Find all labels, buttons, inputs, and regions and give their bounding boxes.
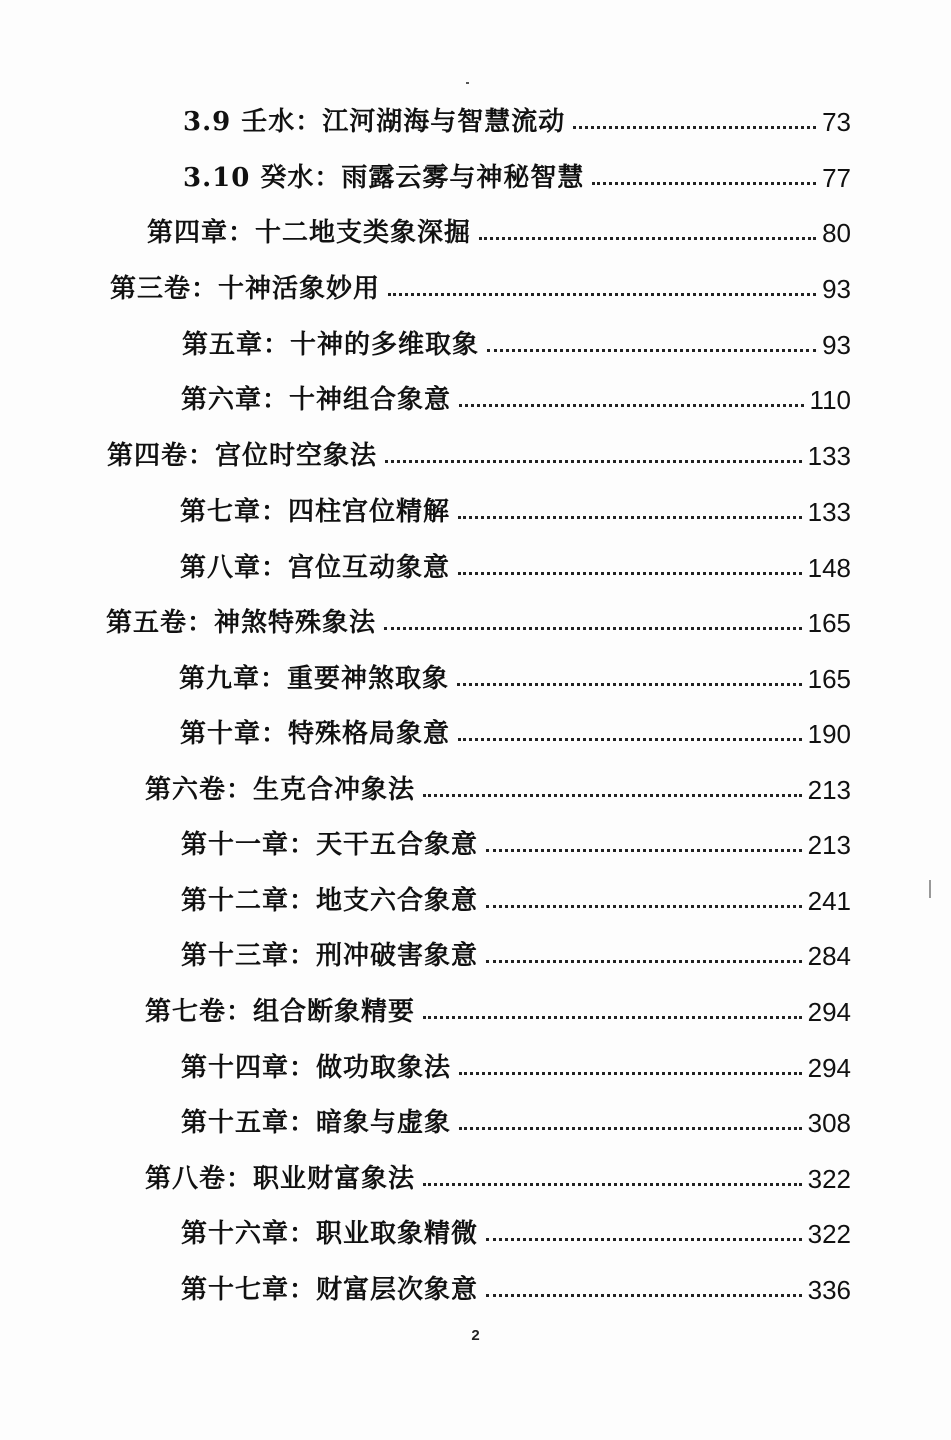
toc-entry[interactable] <box>182 321 851 361</box>
toc-entry-page: 110 <box>809 385 851 415</box>
toc-entry-page: 133 <box>807 497 851 527</box>
toc-entry[interactable] <box>145 988 851 1028</box>
toc-entry-title: 第七章：四柱宫位精解 <box>180 497 451 527</box>
toc-entry-title: 第十六章：职业取象精微 <box>181 1219 479 1249</box>
toc-entry[interactable] <box>183 154 851 194</box>
toc-entry[interactable] <box>145 766 851 806</box>
toc-entry-title: 第五卷：神煞特殊象法 <box>106 608 377 638</box>
toc-entry[interactable] <box>181 1266 851 1306</box>
toc-entry[interactable] <box>183 98 851 138</box>
toc-entry-title: 第十三章：刑冲破害象意 <box>181 941 479 971</box>
toc-entry-page: 294 <box>807 997 851 1027</box>
toc-entry-title: 第七卷：组合断象精要 <box>145 997 416 1027</box>
toc-entry-title: 第十五章：暗象与虚象 <box>181 1108 452 1138</box>
toc-entry-page: 73 <box>822 107 851 137</box>
toc-entry-title: 第八卷：职业财富象法 <box>145 1164 416 1194</box>
dot-leader <box>486 1238 802 1241</box>
toc-entry-page: 322 <box>807 1219 851 1249</box>
toc-entry-title: 第十二章：地支六合象意 <box>181 886 479 916</box>
toc-entry[interactable] <box>181 932 851 972</box>
toc-entry-title: 3.9 壬水：江河湖海与智慧流动 <box>183 107 566 137</box>
toc-entry[interactable] <box>107 432 851 472</box>
toc-entry-title: 第六章：十神组合象意 <box>181 385 452 415</box>
dot-leader <box>385 460 802 463</box>
toc-entry-page: 93 <box>822 274 851 304</box>
toc-entry[interactable] <box>180 710 851 750</box>
toc-entry-page: 77 <box>822 163 851 193</box>
toc-entry-page: 308 <box>807 1108 851 1138</box>
dot-leader <box>487 349 816 352</box>
page-number: 2 <box>471 1327 480 1344</box>
dot-leader <box>423 1183 802 1186</box>
scan-speck <box>466 82 469 84</box>
dot-leader <box>423 794 802 797</box>
toc-entry-page: 241 <box>807 886 851 916</box>
dot-leader <box>459 404 804 407</box>
dot-leader <box>384 627 802 630</box>
toc-entry[interactable] <box>181 1099 851 1139</box>
dot-leader <box>479 237 816 240</box>
toc-entry-page: 336 <box>807 1275 851 1305</box>
dot-leader <box>486 960 802 963</box>
toc-entry-title: 第四卷：宫位时空象法 <box>107 441 378 471</box>
toc-entry-page: 213 <box>807 775 851 805</box>
toc-entry-title: 3.10 癸水：雨露云雾与神秘智慧 <box>183 163 585 193</box>
toc-entry-title: 第十章：特殊格局象意 <box>180 719 451 749</box>
toc-entry-page: 165 <box>807 664 851 694</box>
toc-entry-title: 第三卷：十神活象妙用 <box>110 274 381 304</box>
toc-entry[interactable] <box>180 488 851 528</box>
dot-leader <box>459 1072 802 1075</box>
toc-entry-title: 第四章：十二地支类象深掘 <box>147 218 472 248</box>
dot-leader <box>458 738 802 741</box>
toc-entry[interactable] <box>181 376 851 416</box>
dot-leader <box>486 849 802 852</box>
toc-entry[interactable] <box>179 655 851 695</box>
dot-leader <box>573 126 816 129</box>
toc-entry[interactable] <box>106 599 851 639</box>
toc-entry-page: 190 <box>807 719 851 749</box>
toc-entry-page: 148 <box>807 553 851 583</box>
dot-leader <box>457 683 802 686</box>
toc-entry[interactable] <box>181 1044 851 1084</box>
toc-entry-title: 第十四章：做功取象法 <box>181 1053 452 1083</box>
toc-entry-page: 284 <box>807 941 851 971</box>
toc-entry[interactable] <box>181 1210 851 1250</box>
dot-leader <box>592 182 816 185</box>
toc-entry[interactable] <box>147 209 851 249</box>
toc-entry-page: 213 <box>807 830 851 860</box>
toc-entry-page: 80 <box>822 218 851 248</box>
toc-entry-page: 322 <box>807 1164 851 1194</box>
dot-leader <box>458 516 802 519</box>
scan-speck <box>929 880 931 898</box>
toc-entry-page: 93 <box>822 330 851 360</box>
toc-entry-title: 第十一章：天干五合象意 <box>181 830 479 860</box>
dot-leader <box>388 293 816 296</box>
toc-entry[interactable] <box>145 1155 851 1195</box>
dot-leader <box>459 1127 802 1130</box>
toc-entry-title: 第十七章：财富层次象意 <box>181 1275 479 1305</box>
dot-leader <box>423 1016 802 1019</box>
toc-entry[interactable] <box>110 265 851 305</box>
dot-leader <box>486 905 802 908</box>
toc-entry-page: 165 <box>807 608 851 638</box>
toc-entry[interactable] <box>180 544 851 584</box>
toc-entry-title: 第九章：重要神煞取象 <box>179 664 450 694</box>
toc-entry-page: 294 <box>807 1053 851 1083</box>
toc-entry-title: 第八章：宫位互动象意 <box>180 553 451 583</box>
toc-entry-page: 133 <box>807 441 851 471</box>
toc-entry-title: 第五章：十神的多维取象 <box>182 330 480 360</box>
toc-entry[interactable] <box>181 821 851 861</box>
toc-entry-title: 第六卷：生克合冲象法 <box>145 775 416 805</box>
toc-entry[interactable] <box>181 877 851 917</box>
dot-leader <box>486 1294 802 1297</box>
dot-leader <box>458 572 802 575</box>
